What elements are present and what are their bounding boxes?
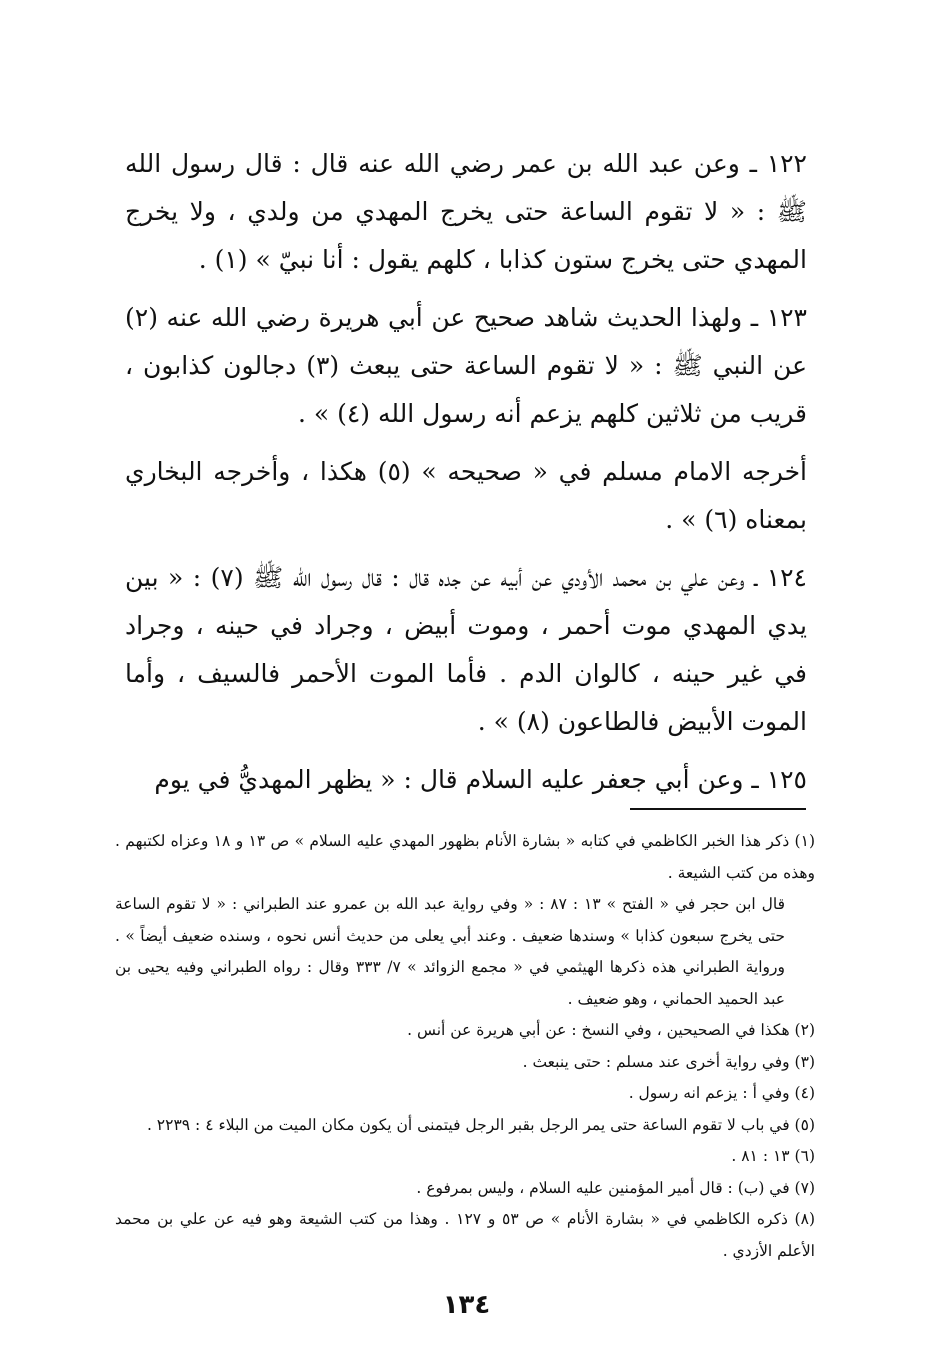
hadith-122: ١٢٢ ـ وعن عبد الله بن عمر رضي الله عنه قال : قال رسول الله ﷺ : « لا تقوم الساعة حتى يخرج المهدي من ولدي ، ولا يخرج المهدي حتى يخرج ستون كذابا ، كلهم يقول : أنا نبيّ » (١) . (125, 149, 807, 274)
footnote-divider (630, 808, 806, 810)
footnote-3: (٣) وفي رواية أخرى عند مسلم : حتى ينبعث . (522, 1052, 815, 1071)
footnote-5: (٥) في باب لا تقوم الساعة حتى يمر الرجل بقبر الرجل فيتمنى أن يكون مكان الميت من البلاء ٤ : ٢٢٣٩ . (146, 1115, 815, 1134)
footnote-4: (٤) وفي أ : يزعم انه رسول . (628, 1084, 815, 1102)
footnote-8: (٨) ذكره الكاظمي في « بشارة الأنام » ص ٥٣ و ١٢٧ . وهذا من كتب الشيعة وهو فيه عن علي بن محمد الأعلم الأزدي . (115, 1210, 815, 1260)
takhrij-paragraph: أخرجه الامام مسلم في « صحيحه » (٥) هكذا ، وأخرجه البخاري بمعناه (٦) » . (125, 457, 808, 534)
footnotes (115, 826, 815, 1267)
footnote-7: (٧) في (ب) : قال أمير المؤمنين عليه السلام ، وليس بمرفوع . (416, 1178, 815, 1197)
page-number: ١٣٤ (442, 1290, 491, 1320)
main-text (125, 140, 807, 814)
hadith-125: ١٢٥ ـ وعن أبي جعفر عليه السلام قال : « يظهر المهديُّ في يوم (154, 765, 807, 794)
hadith-124: ١٢٤ ـ وعن علي بن محمد الأودي عن أبيه عن جده قال : قال رسول الله ﷺ (٧) : « بين يدي المهدي موت أحمر ، وموت أبيض ، وجراد في حينه ، وجراد في غير حينه ، كالوان الدم . فأما الموت الأحمر فالسيف ، وأما الموت الأبيض فالطاعون (٨) » . (125, 563, 807, 736)
footnote-6: (٦) ١٣ : ٨١ . (731, 1147, 815, 1165)
hadith-123: ١٢٣ ـ ولهذا الحديث شاهد صحيح عن أبي هريرة رضي الله عنه (٢) عن النبي ﷺ : « لا تقوم الساعة حتى يبعث (٣) دجالون كذابون ، قريب من ثلاثين كلهم يزعم أنه رسول الله (٤) » . (125, 303, 807, 428)
footnote-1-continued: قال ابن حجر في « الفتح » ١٣ : ٨٧ : « وفي رواية عبد الله بن عمرو عند الطبراني : « لا تقوم الساعة حتى يخرج سبعون كذابا » وسندها ضعيف . وعند أبي يعلى من حديث أنس نحوه ، وسنده ضعيف أيضاً » . ورواية الطبراني هذه ذكرها الهيثمي في « مجمع الزوائد » ٧/ ٣٣٣ وقال : رواه الطبراني وفيه يحيى بن عبد الحميد الحماني ، وهو ضعيف . (115, 895, 786, 1008)
footnote-2: (٢) هكذا في الصحيحين ، وفي النسخ : عن أبي هريرة عن أنس . (407, 1021, 815, 1039)
footnote-1: (١) ذكر هذا الخبر الكاظمي في كتابه « بشارة الأنام بظهور المهدي عليه السلام » ص ١٣ و ١٨ وعزاه لكتبهم . وهذه من كتب الشيعة . (115, 832, 815, 882)
